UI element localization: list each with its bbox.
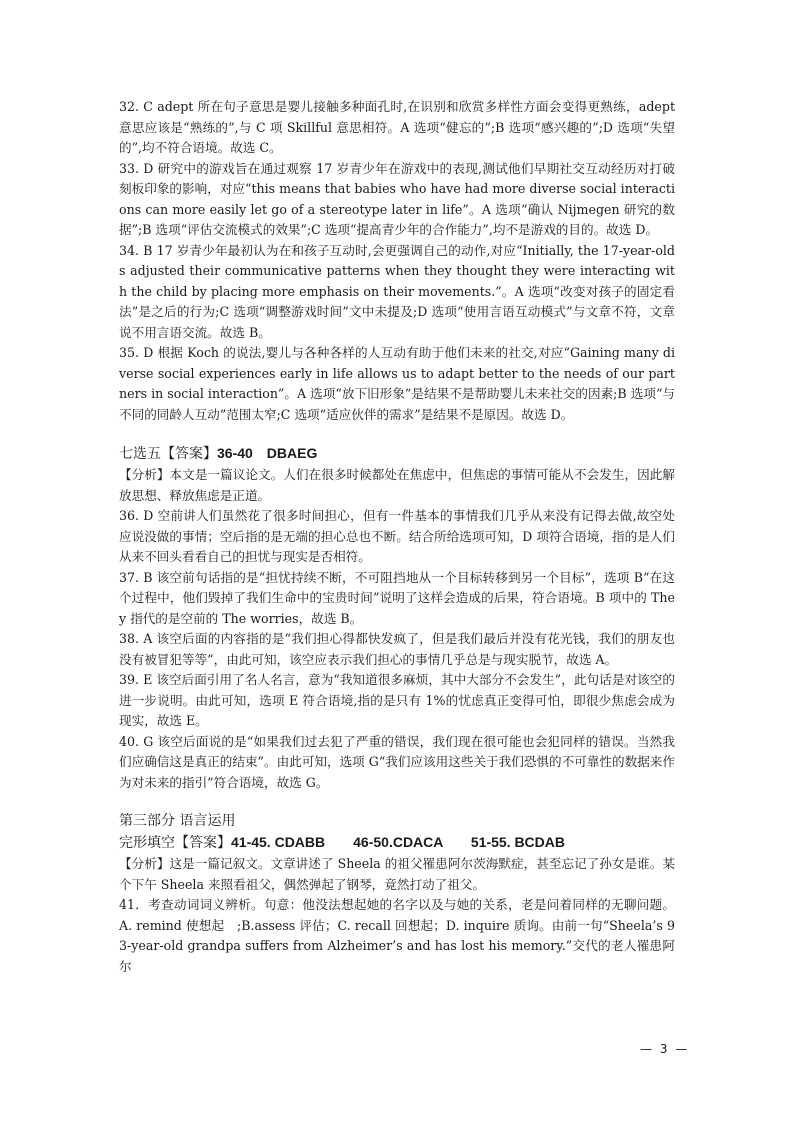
answer-35: 35. D 根据 Koch 的说法,婴儿与各种各样的人互动有助于他们未来的社交,对应“Gaining many diverse social experiences early in life allows us to adapt better to the needs of our partners in social interaction”。A 选项“放下旧形象”是结果不是帮助婴儿未来社交的因素;B 选项“与不同的同龄人互动”范围太窄;C 选项“适应伙伴的需求”是结果不是原因。故选 D。 bbox=[119, 345, 675, 422]
answer-41: 41．考查动词词义辨析。句意：他没法想起她的名字以及与她的关系，老是问着同样的无聊问题。A. remind 使想起 ;B.assess 评估；C. recall 回想起；D. inquire 质询。由前一句“Sheela’s 93-year-old grandpa suffers from Alzheimer’s and has lost his memory.”交代的老人罹患阿尔 bbox=[119, 897, 675, 974]
cloze-analysis: 【分析】这是一篇记叙文。文章讲述了 Sheela 的祖父罹患阿尔茨海默症，甚至忘记了孙女是谁。某个下午 Sheela 来照看祖父，偶然弹起了钢琴，竟然打动了祖父。 bbox=[119, 856, 675, 892]
document-body bbox=[119, 97, 675, 977]
answer-38: 38. A 该空后面的内容指的是“我们担心得都快发疯了，但是我们最后并没有花光钱，我们的朋友也没有被冒犯等等”，由此可知，该空应表示我们担心的事情几乎总是与现实脱节，故选 A。 bbox=[119, 631, 675, 667]
section-gap bbox=[119, 425, 675, 443]
answer-37: 37. B 该空前句话指的是“担忧持续不断，不可阻挡地从一个目标转移到另一个目标”，选项 B“在这个过程中，他们毁掉了我们生命中的宝贵时间”说明了这样会造成的后果，符合语境。B 项中的 They 指代的是空前的 The worries，故选 B。 bbox=[119, 569, 675, 626]
answer-39: 39. E 该空后面引用了名人名言，意为“我知道很多麻烦，其中大部分不会发生”，此句话是对该空的进一步说明。由此可知，选项 E 符合语境,指的是只有 1%的忧虑真正变得可怕，即很少焦虑会成为现实，故选 E。 bbox=[119, 672, 675, 728]
seven-choose-five-answers: 36-40 DBAEG bbox=[217, 445, 318, 461]
answer-32: 32. C adept 所在句子意思是婴儿接触多种面孔时,在识别和欣赏多样性方面会变得更熟练，adept 意思应该是“熟练的”,与 C 项 Skillful 意思相符。A 选项“健忘的”;B 选项“感兴趣的”;D 选项“失望的”,均不符合语境。故选 C。 bbox=[119, 99, 675, 155]
section-gap bbox=[119, 793, 675, 811]
seven-choose-five-label: 七选五【答案】 bbox=[119, 446, 217, 462]
answer-34: 34. B 17 岁青少年最初认为在和孩子互动时,会更强调自己的动作,对应“Initially, the 17-year-olds adjusted their communicative patterns when they thought they were interacting with the child by placing more emphasis on their movements.”。A 选项“改变对孩子的固定看法”是之后的行为;C 选项“调整游戏时间”文中未提及;D 选项“使用言语互动模式”与文章不符，文章说不用言语交流。故选 B。 bbox=[119, 242, 675, 340]
cloze-label: 完形填空【答案】 bbox=[119, 835, 231, 851]
answer-33: 33. D 研究中的游戏旨在通过观察 17 岁青少年在游戏中的表现,测试他们早期社交互动经历对打破刻板印象的影响，对应“this means that babies who have had more diverse social interactions can more easily let go of a stereotype later in life”。A 选项“确认 Nijmegen 研究的数据”;B 选项“评估交流模式的效果”;C 选项“提高青少年的合作能力”,均不是游戏的目的。故选 D。 bbox=[119, 160, 675, 237]
seven-choose-five-heading bbox=[119, 443, 675, 465]
cloze-heading bbox=[119, 832, 675, 854]
page-number: — 3 — bbox=[640, 1042, 690, 1056]
answer-36: 36. D 空前讲人们虽然花了很多时间担心，但有一件基本的事情我们几乎从来没有记得去做,故空处应说没做的事情；空后指的是无端的担心总也不断。结合所给选项可知，D 项符合语境，指的是人们从来不回头看看自己的担忧与现实是否相符。 bbox=[119, 508, 675, 564]
cloze-answers: 41-45. CDABB 46-50.CDACA 51-55. BCDAB bbox=[231, 834, 566, 850]
seven-analysis: 【分析】本文是一篇议论文。人们在很多时候都处在焦虑中，但焦虑的事情可能从不会发生，因此解放思想、释放焦虑是正道。 bbox=[119, 467, 675, 503]
answer-40: 40. G 该空后面说的是“如果我们过去犯了严重的错误，我们现在很可能也会犯同样的错误。当然我们应确信这是真正的结束”。由此可知，选项 G“我们应该用这些关于我们恐惧的不可靠性的数据来作为对未来的指引”符合语境，故选 G。 bbox=[119, 733, 675, 790]
part-three-title: 第三部分 语言运用 bbox=[119, 813, 236, 829]
